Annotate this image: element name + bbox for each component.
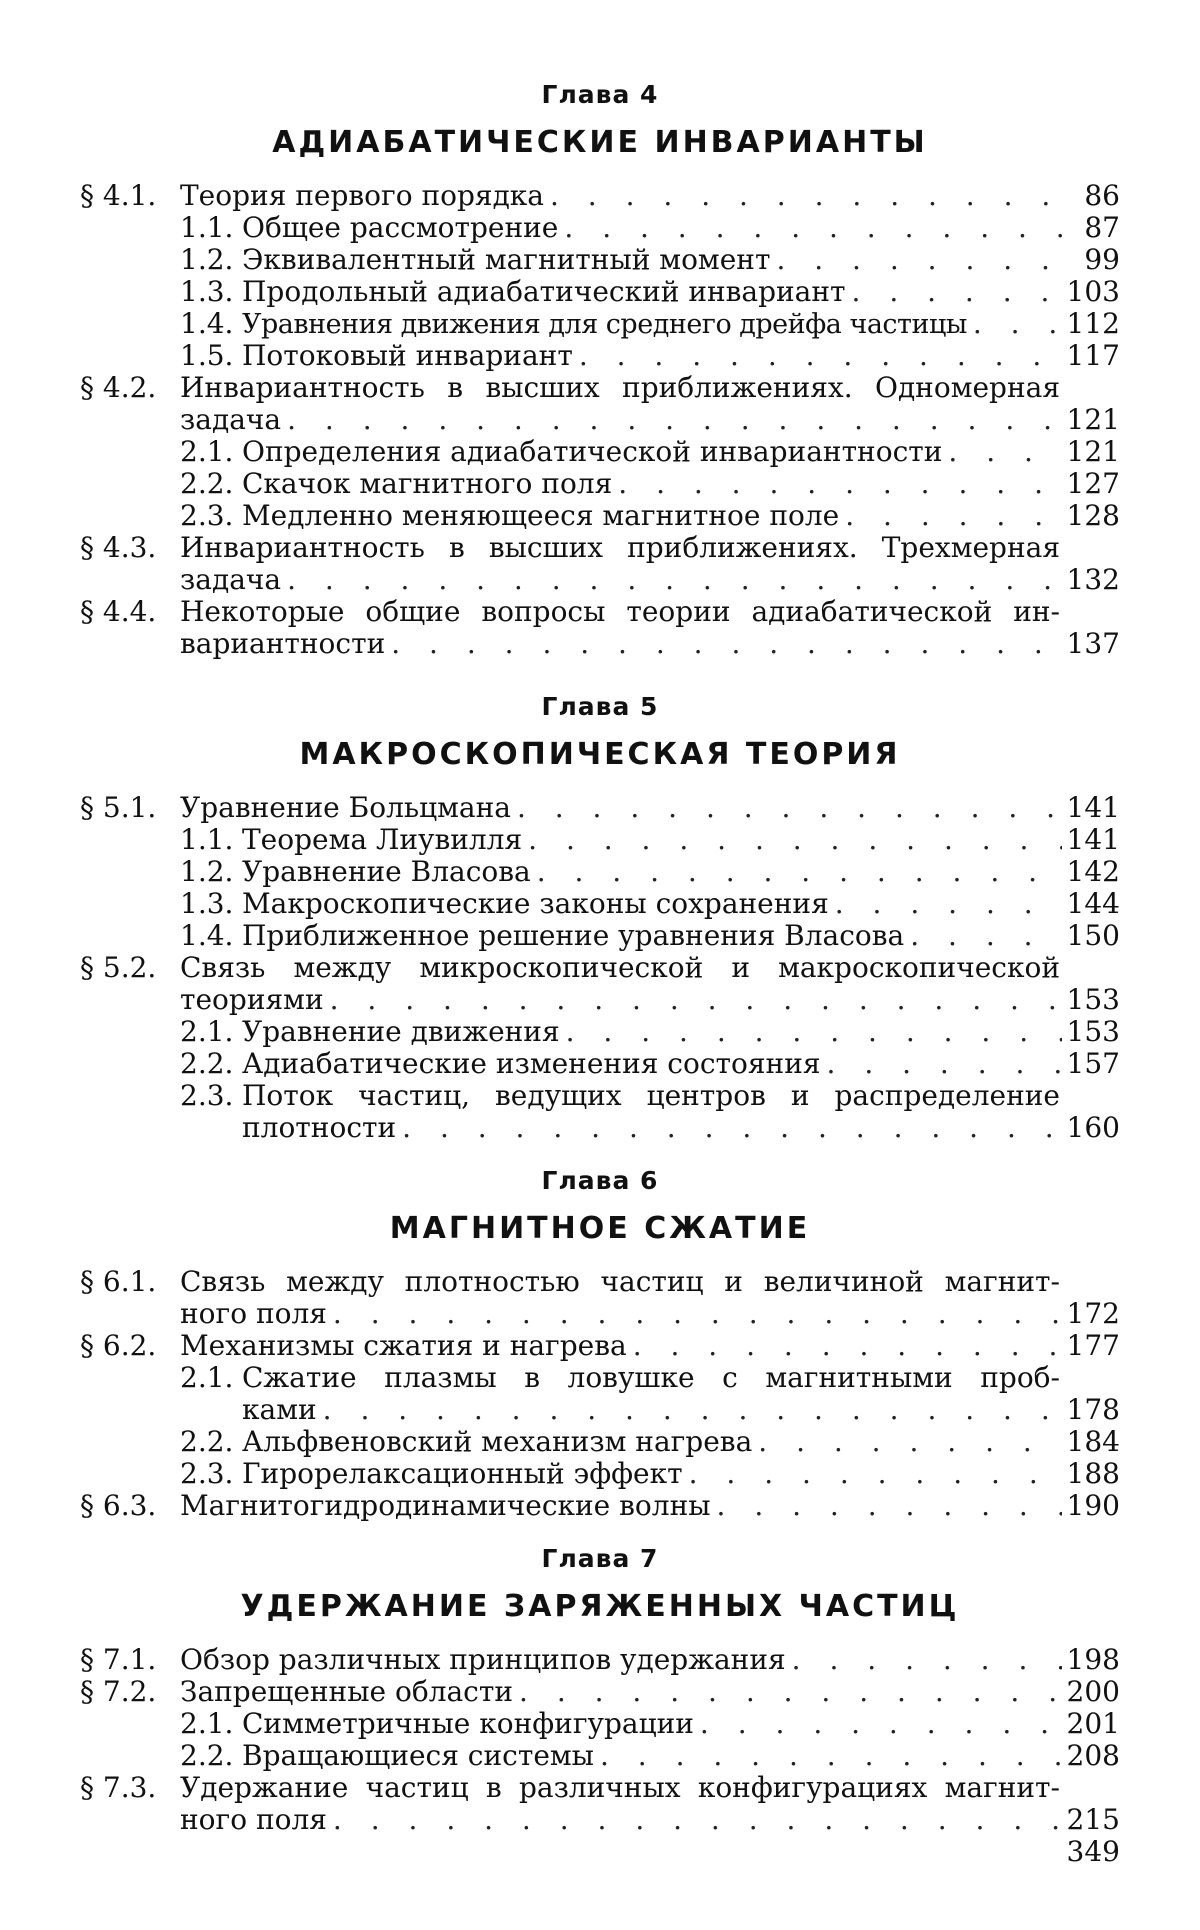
entry-title: Скачок магнитного поля: [242, 467, 613, 500]
toc-entry[interactable]: [80, 1772, 1060, 1804]
page-ref: 141: [1066, 823, 1120, 856]
section-number: 1.1.: [180, 823, 234, 856]
section-number: 2.3.: [180, 1079, 234, 1112]
entry-title: Альфвеновский механизм нагрева: [242, 1425, 753, 1458]
toc-entry[interactable]: [80, 596, 1060, 628]
entry-title: Определения адиабатической инвариантности: [242, 435, 943, 468]
toc-entry[interactable]: [180, 1362, 1060, 1394]
page-ref: 177: [1066, 1329, 1120, 1362]
leader-dots: [689, 1458, 1062, 1490]
leader-dots: [827, 1048, 1062, 1080]
section-number: § 7.3.: [80, 1771, 157, 1804]
toc-entry[interactable]: [80, 1490, 1120, 1522]
leader-dots: [835, 888, 1062, 920]
section-number: § 6.2.: [80, 1329, 157, 1362]
page-ref: 121: [1066, 435, 1120, 468]
entry-title: Механизмы сжатия и нагрева: [180, 1329, 627, 1362]
entry-title: Магнитогидродинамические волны: [180, 1489, 711, 1522]
leader-dots: [792, 1644, 1062, 1676]
section-number: § 4.2.: [80, 371, 157, 404]
page-ref: 144: [1066, 887, 1120, 920]
entry-title: задача: [180, 403, 282, 436]
chapter-7: [80, 1544, 1120, 1844]
toc-entry[interactable]: [180, 244, 1120, 276]
entry-title: Гирорелаксационный эффект: [242, 1457, 683, 1490]
toc-entry[interactable]: [80, 532, 1060, 564]
toc-entry[interactable]: [180, 1708, 1120, 1740]
toc-entry[interactable]: [80, 792, 1120, 824]
entry-title: Запрещенные области: [180, 1675, 514, 1708]
chapter-6: [80, 1166, 1120, 1526]
page-ref: 172: [1066, 1297, 1120, 1330]
entry-title: Уравнение Власова: [242, 855, 531, 888]
toc-entry[interactable]: [180, 468, 1120, 500]
toc-entry[interactable]: [80, 1644, 1120, 1676]
toc-entry-continuation[interactable]: [180, 1298, 1120, 1330]
section-number: 2.1.: [180, 435, 234, 468]
toc-entry-continuation[interactable]: [242, 1112, 1120, 1144]
page-ref: 190: [1066, 1489, 1120, 1522]
chapter-5: [80, 692, 1120, 1172]
toc-entry-continuation[interactable]: [180, 404, 1120, 436]
section-number: § 7.1.: [80, 1643, 157, 1676]
leader-dots: [333, 1804, 1062, 1836]
entry-title: теориями: [180, 983, 324, 1016]
entry-title: ками: [242, 1393, 317, 1426]
page-ref: 132: [1066, 563, 1120, 596]
chapter-label: Глава 5: [541, 692, 659, 721]
toc-entry[interactable]: [180, 212, 1120, 244]
toc-entry[interactable]: [80, 180, 1120, 212]
entry-title: Симметричные конфигурации: [242, 1707, 694, 1740]
entry-title: Макроскопические законы сохранения: [242, 887, 829, 920]
page-ref: 103: [1066, 275, 1120, 308]
entry-title: Уравнения движения для среднего дрейфа частицы: [242, 309, 967, 340]
toc-entry[interactable]: [80, 952, 1060, 984]
section-number: 1.1.: [180, 211, 234, 244]
leader-dots: [700, 1708, 1062, 1740]
section-number: 2.2.: [180, 1425, 234, 1458]
leader-dots: [537, 856, 1062, 888]
entry-title: плотности: [242, 1111, 397, 1144]
entry-title: Связь между микроскопической и макроскопической: [180, 951, 1060, 984]
leader-dots: [973, 308, 1062, 340]
toc-entry[interactable]: [180, 436, 1120, 468]
leader-dots: [517, 792, 1062, 824]
leader-dots: [391, 628, 1062, 660]
entry-title: Уравнение Больцмана: [180, 791, 511, 824]
section-number: 1.5.: [180, 339, 234, 372]
toc-entry[interactable]: [180, 920, 1120, 952]
chapter-label: Глава 7: [541, 1544, 659, 1573]
leader-dots: [633, 1330, 1062, 1362]
leader-dots: [333, 1298, 1062, 1330]
leader-dots: [910, 920, 1062, 952]
entry-title: Обзор различных принципов удержания: [180, 1643, 786, 1676]
leader-dots: [948, 436, 1062, 468]
leader-dots: [776, 244, 1062, 276]
entry-title: Приближенное решение уравнения Власова: [242, 919, 905, 952]
section-number: 2.1.: [180, 1015, 234, 1048]
page-ref: 86: [1084, 179, 1120, 212]
toc-entry[interactable]: [180, 276, 1120, 308]
page-ref: 142: [1066, 855, 1120, 888]
entry-title: Вращающиеся системы: [242, 1739, 594, 1772]
section-number: 1.2.: [180, 855, 234, 888]
entry-title: ного поля: [180, 1297, 327, 1330]
page-ref: 117: [1066, 339, 1120, 372]
entry-title: Продольный адиабатический инвариант: [242, 275, 846, 308]
leader-dots: [330, 984, 1062, 1016]
entry-title: Инвариантность в высших приближениях. Одномерная: [180, 371, 1060, 404]
section-number: § 4.4.: [80, 595, 157, 628]
toc-entry[interactable]: [80, 1330, 1120, 1362]
page-ref: 137: [1066, 627, 1120, 660]
page-ref: 201: [1066, 1707, 1120, 1740]
toc-entry-continuation[interactable]: [242, 1394, 1120, 1426]
toc-entry[interactable]: [180, 340, 1120, 372]
section-number: 2.3.: [180, 1457, 234, 1490]
leader-dots: [600, 1740, 1062, 1772]
page-ref: 153: [1066, 1015, 1120, 1048]
leader-dots: [852, 276, 1062, 308]
entry-title: Эквивалентный магнитный момент: [242, 243, 771, 276]
section-number: § 5.2.: [80, 951, 157, 984]
toc-entry-continuation[interactable]: [180, 628, 1120, 660]
section-number: 1.3.: [180, 887, 234, 920]
leader-dots: [519, 1676, 1062, 1708]
page-number: 349: [1066, 1835, 1120, 1868]
chapter-title: МАКРОСКОПИЧЕСКАЯ ТЕОРИЯ: [299, 737, 901, 772]
entry-title: Связь между плотностью частиц и величиной магнит-: [180, 1265, 1060, 1298]
chapter-4: [80, 80, 1120, 680]
toc-entry[interactable]: [180, 1080, 1060, 1112]
section-number: 2.2.: [180, 1047, 234, 1080]
chapter-label: Глава 6: [541, 1166, 659, 1195]
entry-title: Уравнение движения: [242, 1015, 560, 1048]
leader-dots: [845, 500, 1062, 532]
leader-dots: [550, 180, 1062, 212]
entry-title: вариантности: [180, 627, 386, 660]
toc-entry-continuation[interactable]: [180, 1804, 1120, 1836]
page-ref: 141: [1066, 791, 1120, 824]
chapter-label: Глава 4: [541, 80, 659, 109]
toc-entry[interactable]: [180, 1016, 1120, 1048]
page-ref: 157: [1066, 1047, 1120, 1080]
leader-dots: [287, 404, 1062, 436]
toc-entry[interactable]: [180, 888, 1120, 920]
toc-entry[interactable]: [180, 500, 1120, 532]
section-number: § 6.1.: [80, 1265, 157, 1298]
leader-dots: [618, 468, 1062, 500]
page-ref: 153: [1066, 983, 1120, 1016]
toc-entry[interactable]: [180, 308, 1120, 340]
entry-title: задача: [180, 563, 282, 596]
toc-entry[interactable]: [80, 1676, 1120, 1708]
leader-dots: [323, 1394, 1062, 1426]
page-ref: 112: [1066, 307, 1120, 340]
section-number: 1.2.: [180, 243, 234, 276]
entry-title: Теория первого порядка: [180, 179, 544, 212]
entry-title: Теорема Лиувилля: [242, 823, 523, 856]
page-ref: 128: [1066, 499, 1120, 532]
entry-title: Медленно меняющееся магнитное поле: [242, 499, 840, 532]
section-number: § 4.3.: [80, 531, 157, 564]
page-ref: 127: [1066, 467, 1120, 500]
section-number: 2.2.: [180, 467, 234, 500]
toc-entry[interactable]: [180, 1426, 1120, 1458]
toc-entry[interactable]: [180, 1740, 1120, 1772]
toc-entry[interactable]: [80, 1266, 1060, 1298]
leader-dots: [717, 1490, 1062, 1522]
page-ref: 198: [1066, 1643, 1120, 1676]
leader-dots: [402, 1112, 1062, 1144]
leader-dots: [566, 1016, 1062, 1048]
entry-title: Общее рассмотрение: [242, 211, 559, 244]
toc-entry[interactable]: [180, 1458, 1120, 1490]
chapter-title: УДЕРЖАНИЕ ЗАРЯЖЕННЫХ ЧАСТИЦ: [240, 1589, 960, 1624]
toc-entry[interactable]: [180, 856, 1120, 888]
chapter-title: АДИАБАТИЧЕСКИЕ ИНВАРИАНТЫ: [272, 125, 928, 160]
section-number: § 7.2.: [80, 1675, 157, 1708]
page-ref: 87: [1084, 211, 1120, 244]
page-ref: 200: [1066, 1675, 1120, 1708]
section-number: 2.2.: [180, 1739, 234, 1772]
toc-entry-continuation[interactable]: [180, 564, 1120, 596]
entry-title: Потоковый инвариант: [242, 339, 573, 372]
toc-entry[interactable]: [80, 372, 1060, 404]
page-ref: 178: [1066, 1393, 1120, 1426]
entry-title: Сжатие плазмы в ловушке с магнитными проб-: [242, 1361, 1060, 1394]
section-number: § 6.3.: [80, 1489, 157, 1522]
section-number: 2.1.: [180, 1707, 234, 1740]
leader-dots: [579, 340, 1062, 372]
page-ref: 150: [1066, 919, 1120, 952]
page-ref: 208: [1066, 1739, 1120, 1772]
entry-title: Инвариантность в высших приближениях. Трехмерная: [180, 531, 1060, 564]
page-ref: 99: [1084, 243, 1120, 276]
page-ref: 121: [1066, 403, 1120, 436]
section-number: § 5.1.: [80, 791, 157, 824]
entry-title: Поток частиц, ведущих центров и распределение: [242, 1079, 1060, 1112]
section-number: 1.3.: [180, 275, 234, 308]
section-number: § 4.1.: [80, 179, 157, 212]
page-ref: 188: [1066, 1457, 1120, 1490]
toc-entry-continuation[interactable]: [180, 984, 1120, 1016]
section-number: 2.1.: [180, 1361, 234, 1394]
toc-entry[interactable]: [180, 1048, 1120, 1080]
entry-title: ного поля: [180, 1803, 327, 1836]
section-number: 1.4.: [180, 307, 234, 340]
section-number: 1.4.: [180, 919, 234, 952]
page-ref: 184: [1066, 1425, 1120, 1458]
page-ref: 160: [1066, 1111, 1120, 1144]
leader-dots: [528, 824, 1062, 856]
entry-title: Некоторые общие вопросы теории адиабатической ин-: [180, 595, 1060, 628]
page-ref: 215: [1066, 1803, 1120, 1836]
leader-dots: [758, 1426, 1062, 1458]
leader-dots: [287, 564, 1062, 596]
chapter-title: МАГНИТНОЕ СЖАТИЕ: [389, 1211, 811, 1246]
toc-entry[interactable]: [180, 824, 1120, 856]
entry-title: Удержание частиц в различных конфигурациях магнит-: [180, 1771, 1060, 1804]
section-number: 2.3.: [180, 499, 234, 532]
entry-title: Адиабатические изменения состояния: [242, 1047, 821, 1080]
leader-dots: [564, 212, 1062, 244]
